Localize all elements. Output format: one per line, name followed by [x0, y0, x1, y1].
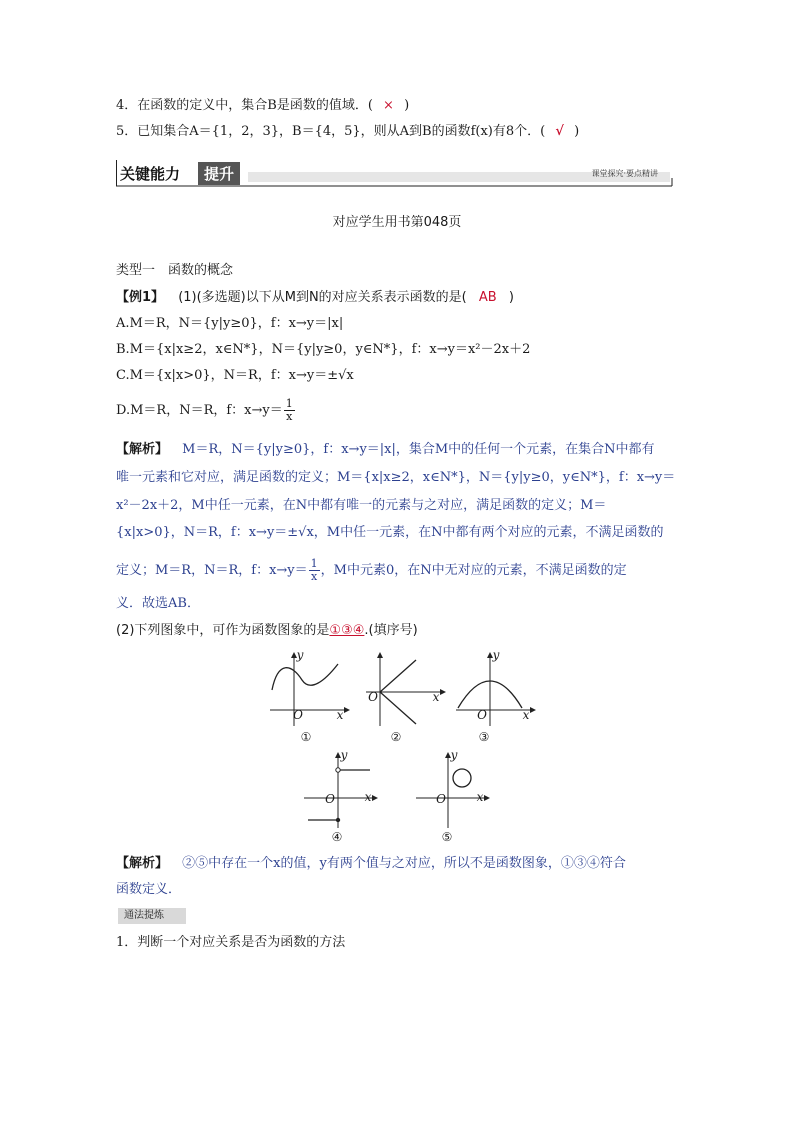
page-reference: 对应学生用书第048页 [332, 215, 462, 230]
fraction: $\frac{1}{x}$ [285, 397, 293, 423]
example-1-question: 【例1】 (1)(多选题)以下从M到N的对应关系表示函数的是( AB ) [116, 290, 514, 305]
graph-4: O x y ④ [300, 750, 384, 834]
graph-2-label: ② [390, 730, 402, 744]
method-tag: 通法提炼 [118, 908, 186, 924]
analysis-1-line-6: 义．故选AB． [116, 596, 200, 611]
option-c: C.M＝{x|x>0}，N＝R，f：x→y＝±√x [116, 368, 354, 383]
graph-1: O x y ① [266, 650, 350, 734]
section-tag: 提升 [198, 162, 240, 185]
question-2: (2)下列图象中，可作为函数图象的是①③④.(填序号) [116, 623, 418, 638]
analysis-1-line-3: x²－2x＋2，M中任一元素，在N中都有唯一的元素与之对应，满足函数的定义；M＝ [116, 498, 607, 513]
section-header [116, 160, 676, 188]
method-item-1: 1．判断一个对应关系是否为函数的方法 [116, 935, 346, 950]
section-title: 关键能力 [120, 165, 181, 183]
graph-5: O x y ⑤ [412, 750, 496, 834]
graph-3: O x y ③ [452, 650, 536, 734]
graph-2: O x ② [362, 650, 446, 734]
fraction: $\frac{1}{x}$ [310, 557, 318, 583]
graph-1-label: ① [300, 730, 312, 744]
graph-3-label: ③ [478, 730, 490, 744]
analysis-1-line-4: {x|x>0}，N＝R，f：x→y＝±√x，M中任一元素，在N中都有两个对应的元素，不满足函数的 [116, 525, 664, 540]
section-subtitle: 课堂探究·要点精讲 [591, 169, 658, 178]
type-heading: 类型一 函数的概念 [116, 263, 234, 278]
analysis-1-line-5: 定义；M＝R，N＝R，f：x→y＝ $\frac{1}{x}$ ，M中元素0，在N中无对应的元素，不满足函数的定 [116, 557, 627, 583]
option-d: D.M＝R，N＝R，f：x→y＝ $\frac{1}{x}$ [116, 397, 293, 423]
option-b: B.M＝{x|x≥2，x∈N*}，N＝{y|y≥0，y∈N*}，f：x→y＝x²－2x＋2 [116, 342, 531, 357]
item-4: 4．在函数的定义中，集合B是函数的值域．( × ) [116, 98, 410, 113]
item-5: 5．已知集合A＝{1，2，3}，B＝{4，5}，则从A到B的函数f(x)有8个．( √ ) [116, 124, 580, 139]
graph-5-label: ⑤ [441, 830, 453, 844]
graph-4-label: ④ [331, 830, 343, 844]
analysis-1-line-1: 【解析】 M＝R，N＝{y|y≥0}，f：x→y＝|x|，集合M中的任何一个元素，在集合N中都有 [116, 442, 655, 457]
analysis-1-line-2: 唯一元素和它对应，满足函数的定义；M＝{x|x≥2，x∈N*}，N＝{y|y≥0，y∈N*}，f：x→y＝ [116, 470, 676, 485]
analysis-2-line-2: 函数定义． [116, 882, 182, 897]
check-mark: √ [555, 124, 564, 139]
analysis-2-line-1: 【解析】 ②⑤中存在一个x的值，y有两个值与之对应，所以不是函数图象，①③④符合 [116, 856, 626, 871]
option-a: A.M＝R，N＝{y|y≥0}，f：x→y＝|x| [116, 316, 344, 331]
cross-mark: × [383, 98, 394, 113]
